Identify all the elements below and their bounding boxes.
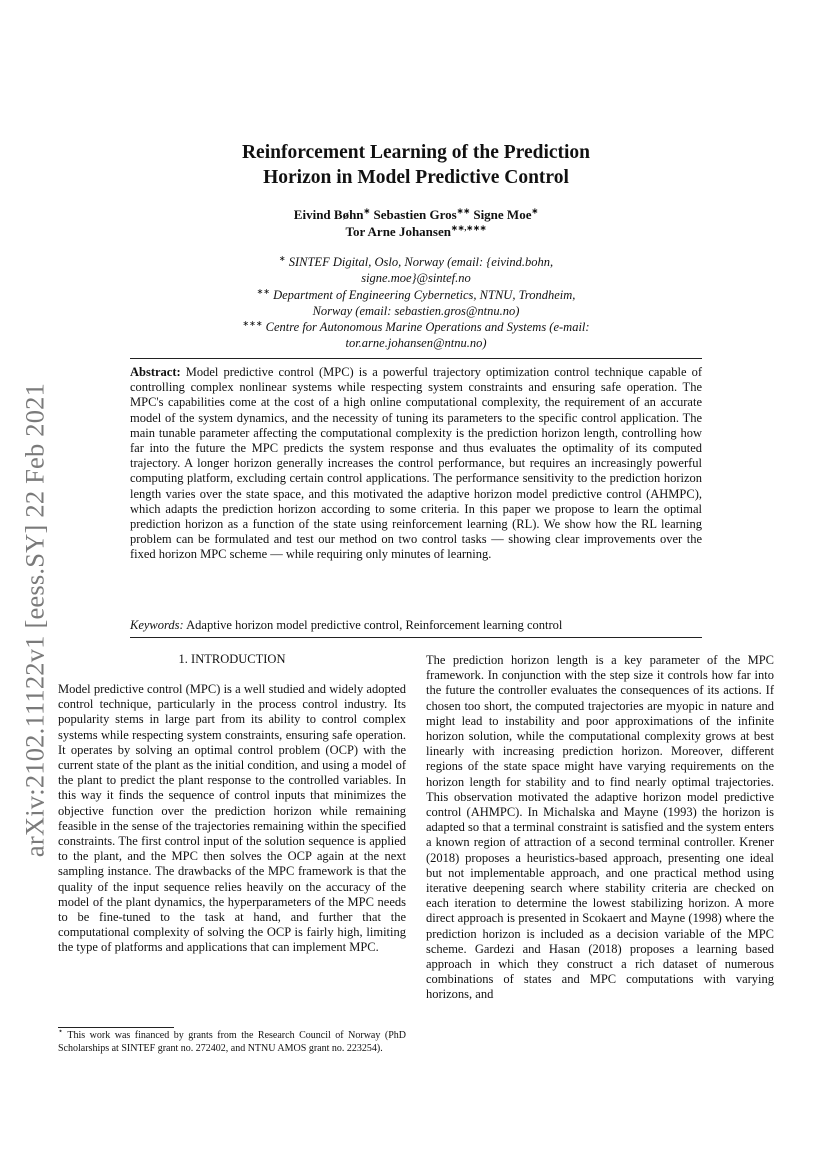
author-name: Signe Moe [473, 207, 532, 222]
affiliation-line [130, 254, 702, 270]
footnote [58, 1026, 406, 1055]
intro-paragraph: Model predictive control (MPC) is a well studied and widely adopted control technique, particularly in the process control industry. Its popularity stems in large part from its ability to control complex systems while respecting system constraints, ensuring safe operation. It operates by solving an optimal control problem (OCP) with the current state of the plant as the initial condition, and using a model of the plant to predict the plant response to the controlled variables. In this way it finds the sequence of control inputs that minimizes the objective function over the prediction horizon while remaining feasible in the sense of the trajectories remaining within the specified constraints. The first control input of the solution sequence is applied to the plant, and the MPC then solves the OCP again at the next sampling instance. The drawbacks of the MPC framework is that the quality of the input sequence relies heavily on the accuracy of the model of the plant dynamics, the hyperparameters of the MPC needs to be fine-tuned to the task at hand, and further that the computational complexity of solving the OCP is fairly high, limiting the type of platforms and applications that can implement MPC. [58, 682, 406, 955]
affiliation-line [130, 319, 702, 335]
arxiv-identifier-text: arXiv:2102.11122v1 [eess.SY] 22 Feb 2021 [19, 382, 50, 858]
abstract-label: Abstract: [130, 365, 181, 379]
affiliation-mark: ∗∗∗ [242, 319, 263, 329]
section-heading: 1. INTRODUCTION [178, 652, 286, 666]
affiliation-mark: ∗∗ [456, 206, 471, 216]
abstract-text: Model predictive control (MPC) is a powerful trajectory optimization control technique capable of controlling complex nonlinear systems while respecting system constraints and ensuring safe operation. The MPC's capabilities come at the cost of a high online computational complexity, the requirement of an accurate model of the system dynamics, and the necessity of tuning its parameters to the specific control application. The main tunable parameter affecting the computational complexity is the prediction horizon length, controlling how far into the future the MPC predicts the system response and thus evaluates the optimality of its computed trajectory. A longer horizon generally increases the control performance, but requires an increasingly powerful computing platform, excluding certain control applications. The performance sensitivity to the prediction horizon length varies over the state space, and this motivated the adaptive horizon model predictive control (AHMPC), which adapts the prediction horizon according to some criteria. In this paper we propose to learn the optimal prediction horizon as a function of the state using reinforcement learning (RL). We show how the RL learning problem can be formulated and test our method on two control tasks — showing clear improvements over the fixed horizon MPC scheme — while requiring only minutes of learning. [130, 365, 703, 562]
affiliation-mark: ∗ [278, 253, 286, 263]
affiliations [130, 254, 702, 352]
author-list [130, 206, 702, 240]
abstract [130, 365, 702, 563]
footnote-rule [58, 1027, 174, 1028]
author-line-1 [130, 206, 702, 223]
affiliation-text: SINTEF Digital, Oslo, Norway (email: {eivind.bohn, [288, 255, 554, 269]
abstract-bottom-rule [130, 637, 702, 638]
keywords-label: Keywords: [130, 618, 184, 632]
affiliation-mark: ∗ [363, 206, 371, 216]
affiliation-mark: ∗∗ [256, 286, 270, 296]
keywords [130, 617, 702, 633]
arxiv-identifier [20, 360, 50, 880]
footnote-mark: ⋆ [58, 1026, 64, 1036]
author-name: Eivind Bøhn [293, 207, 364, 222]
affiliation-line [130, 287, 702, 303]
abstract-top-rule [130, 358, 702, 359]
affiliation-text: Department of Engineering Cybernetics, NTNU, Trondheim, [273, 287, 576, 302]
title-line-2: Horizon in Model Predictive Control [263, 167, 569, 188]
affiliation-mark: ∗∗,∗∗∗ [450, 223, 487, 233]
title-line-1: Reinforcement Learning of the Prediction [241, 142, 591, 163]
author-name: Sebastien Gros [373, 207, 457, 222]
affiliation-line: tor.arne.johansen@ntnu.no) [345, 336, 487, 351]
right-column [426, 653, 774, 1003]
footnote-text: This work was financed by grants from the Research Council of Norway (PhD Scholarships at SINTEF grant no. 272402, and NTNU AMOS grant no. 223254). [58, 1030, 406, 1054]
author-line-2 [130, 223, 702, 240]
affiliation-line: signe.moe}@sintef.no [361, 271, 471, 286]
affiliation-mark: ∗ [531, 206, 539, 216]
affiliation-line: Norway (email: sebastien.gros@ntnu.no) [312, 303, 520, 318]
affiliation-text: Centre for Autonomous Marine Operations and Systems (e-mail: [265, 320, 590, 335]
keywords-text: Adaptive horizon model predictive control, Reinforcement learning control [186, 618, 563, 632]
left-column [58, 682, 406, 956]
intro-paragraph-continued: The prediction horizon length is a key parameter of the MPC framework. In conjunction with the step size it controls how far into the future the controller evaluates the consequences of its actions. If chosen too short, the computed trajectories are myopic in nature and might lead to instability and poor approximations of the infinite horizon solution, while the computational complexity grows at best linearly with increasing prediction horizon. Moreover, different regions of the state space might have varying requirements on the horizon length for stability and to find nearly optimal trajectories. This observation motivated the adaptive horizon model predictive control (AHMPC). In Michalska and Mayne (1993) the horizon is adapted so that a terminal constraint is satisfied and the system enters a known region of attraction of a second terminal controller. Krener (2018) proposes a heuristics-based approach, presenting one ideal but not implementable approach, and one practical method using iterative deepening search where stability criteria are checked on each iteration to determine the lowest stabilizing horizon. A more direct approach is presented in Scokaert and Mayne (1998) where the prediction horizon is included as a decision variable of the MPC scheme. Gardezi and Hasan (2018) proposes a learning based approach in which they construct a rich dataset of numerous combinations of states and MPC computations with varying horizons, and [426, 653, 774, 1002]
author-name: Tor Arne Johansen [345, 224, 451, 239]
paper-title [130, 140, 702, 190]
